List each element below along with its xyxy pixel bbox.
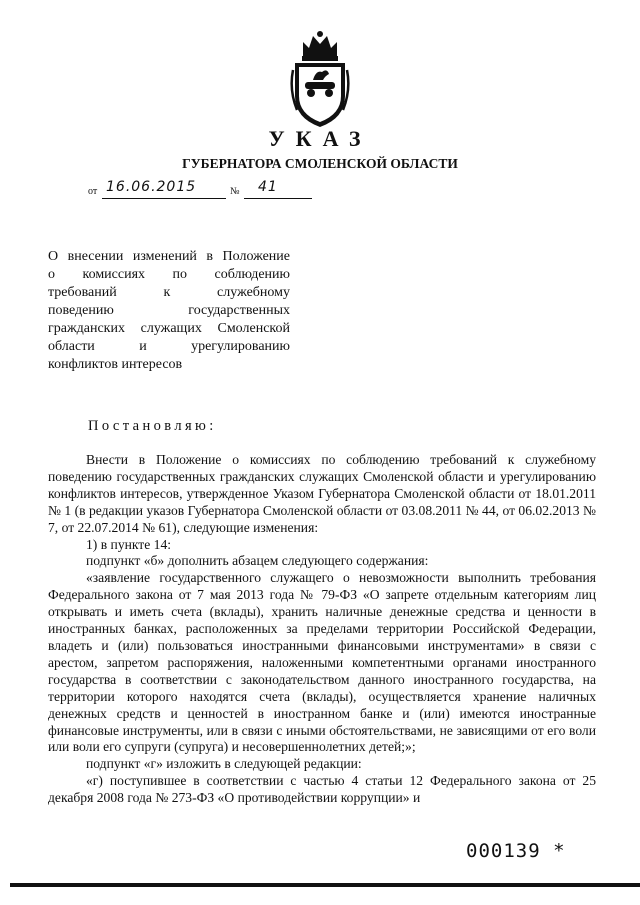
body-paragraph: Внести в Положение о комиссиях по соблюдению требований к служебному поведению государственных гражданских служащих Смоленской области и урегулированию конфликтов интересов, утвержденное Указом Губернатора Смоленской области от 18.01.2011 № 1 (в редакции указов Губернатора Смоленской области от 03.08.2011 № 44, от 06.02.2013 № 7, от 22.07.2014 № 61), следующие изменения: xyxy=(48,452,596,535)
subject-line: области и урегулированию xyxy=(48,339,290,354)
number-underline xyxy=(244,198,312,199)
number-prefix: № xyxy=(230,186,240,197)
date-underline xyxy=(102,198,226,199)
subject-line: конфликтов интересов xyxy=(48,357,183,372)
handwritten-number: 41 xyxy=(258,179,278,195)
body-paragraph: подпункт «б» дополнить абзацем следующего содержания: xyxy=(86,553,429,569)
decree-issuer: ГУБЕРНАТОРА СМОЛЕНСКОЙ ОБЛАСТИ xyxy=(182,156,458,171)
serial-number: 000139 * xyxy=(466,840,566,862)
decree-body xyxy=(48,452,596,807)
subject-line: о комиссиях по соблюдению xyxy=(48,267,290,282)
body-paragraph: «заявление государственного служащего о невозможности выполнить требования Федерального закона от 7 мая 2013 года № 79-ФЗ «О запрете отдельным категориям лиц открывать и иметь счета (вклады), хранить наличные денежные средства и ценности в иностранных банках, расположенных за пределами территории Российской Федерации, владеть и (или) пользоваться иностранными финансовыми инструментами» в связи с арестом, запретом распоряжения, наложенными компетентными органами иностранного государства в соответствии с законодательством данного иностранного государства, на территории которого находятся счета (вклады), осуществляется хранение наличных денежных средств и ценностей в иностранном банке и (или) имеются иностранные финансовые инструменты, или в связи с иными обстоятельствами, не зависящими от его воли или воли его супруги (супруга) и несовершеннолетних детей;»; xyxy=(48,570,596,755)
body-paragraph: 1) в пункте 14: xyxy=(86,536,172,552)
date-prefix: от xyxy=(88,186,98,197)
decree-subject xyxy=(48,248,290,374)
handwritten-date: 16.06.2015 xyxy=(106,179,197,195)
subject-line: гражданских служащих Смоленской xyxy=(48,321,290,336)
bottom-divider xyxy=(10,883,640,887)
body-paragraph: «г) поступившее в соответствии с частью 4 статьи 12 Федерального закона от 25 декабря 2008 года № 273-ФЗ «О противодействии коррупции» и xyxy=(48,773,596,806)
date-number-line xyxy=(88,180,348,200)
subject-line: поведению государственных xyxy=(48,303,290,318)
coat-of-arms-icon xyxy=(289,30,351,130)
decree-title: УКАЗ xyxy=(268,126,372,151)
body-paragraph: подпункт «г» изложить в следующей редакции: xyxy=(86,756,362,772)
resolution-heading: Постановляю: xyxy=(88,418,217,434)
subject-line: О внесении изменений в Положение xyxy=(48,249,290,264)
subject-line: требований к служебному xyxy=(48,285,290,300)
